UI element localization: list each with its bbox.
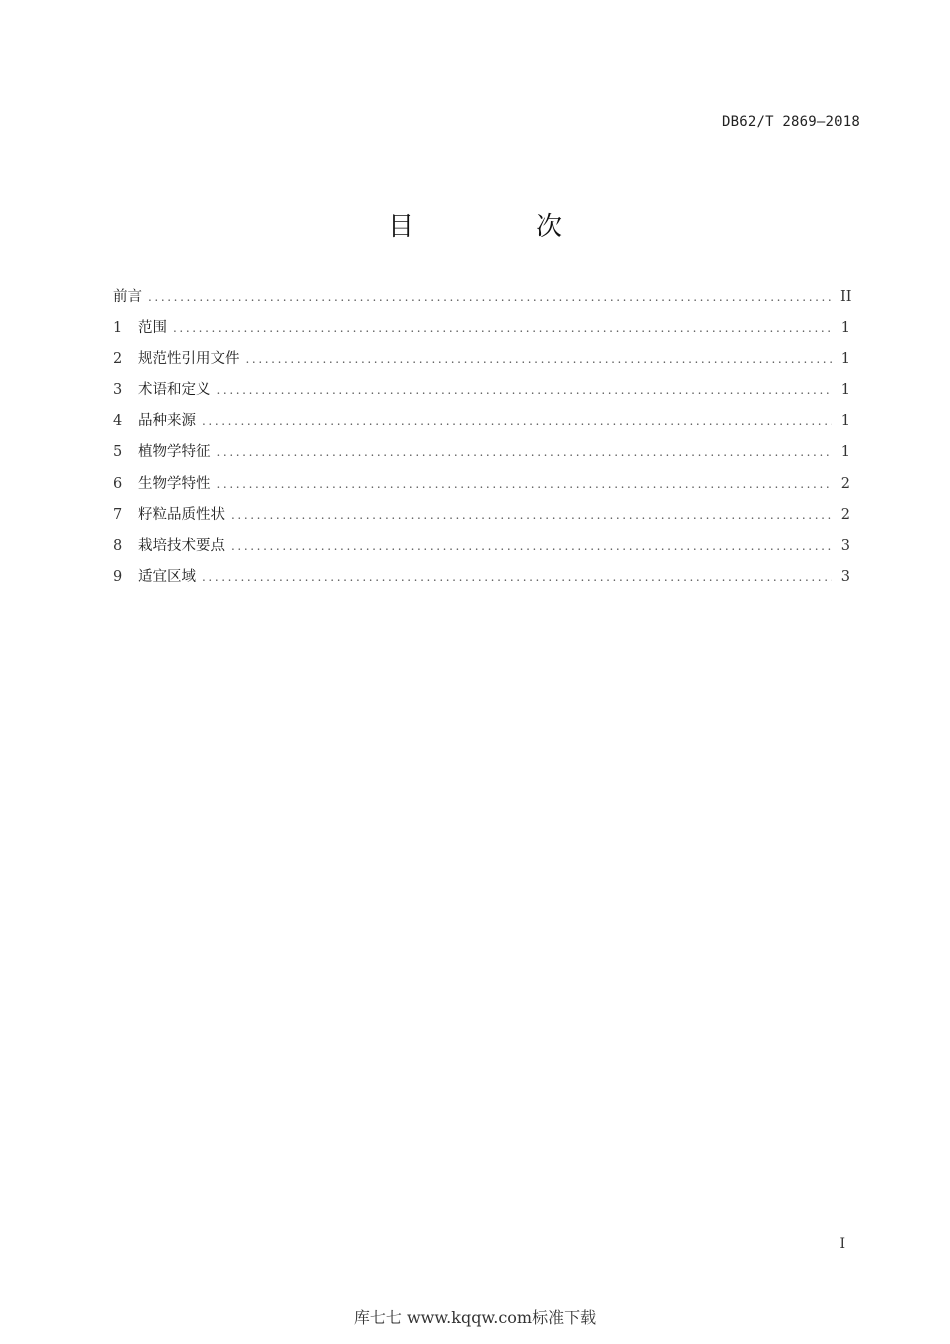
toc-entry-label: 术语和定义 [138,382,211,399]
toc-entry-page: 1 [840,351,850,368]
toc-entry-page: 1 [840,413,850,430]
toc-leader-dots [217,469,833,500]
toc-entry-variety-origin[interactable] [113,406,850,437]
toc-entry-number: 2 [113,351,123,368]
toc-entry-label: 栽培技术要点 [138,537,225,554]
toc-entry-number: 8 [113,537,123,554]
toc-entry-page: 2 [840,506,850,523]
toc-entry-page: 1 [840,382,850,399]
toc-entry-page: II [840,289,852,305]
toc-entry-normative-references[interactable] [113,344,850,375]
toc-leader-dots [231,500,832,531]
toc-entry-biological-properties[interactable] [113,469,850,500]
toc-entry-label: 规范性引用文件 [138,351,240,368]
toc-entry-number: 9 [113,568,123,585]
toc-entry-number: 3 [113,382,123,399]
toc-leader-dots [217,437,833,468]
toc-leader-dots [217,375,833,406]
toc-entry-label: 范围 [138,320,167,337]
toc-entry-grain-quality[interactable] [113,500,850,531]
toc-leader-dots [202,406,832,437]
toc-entry-page: 2 [840,475,850,492]
toc-entry-foreword[interactable] [113,282,850,313]
toc-entry-label: 前言 [113,289,142,305]
toc-entry-number: 5 [113,444,123,461]
toc-entry-page: 3 [840,568,850,585]
toc-entry-label: 籽粒品质性状 [138,506,225,523]
toc-leader-dots [173,313,832,344]
toc-entry-number: 7 [113,506,123,523]
toc-entry-label: 品种来源 [138,413,196,430]
toc-entry-page: 1 [840,320,850,337]
toc-entry-suitable-regions[interactable] [113,562,850,593]
toc-entry-cultivation-techniques[interactable] [113,531,850,562]
toc-entry-number: 4 [113,413,123,430]
toc-leader-dots [231,531,832,562]
toc-entry-scope[interactable] [113,313,850,344]
footer-watermark: 库七七 www.kqqw.com标准下载 [353,1308,597,1327]
toc-entry-page: 3 [840,537,850,554]
toc-title: 目 次 [387,212,610,242]
toc-list [113,282,850,593]
toc-entry-terms-definitions[interactable] [113,375,850,406]
toc-entry-label: 植物学特征 [138,444,211,461]
toc-leader-dots [246,344,833,375]
toc-leader-dots [148,282,832,313]
toc-entry-botanical-characteristics[interactable] [113,437,850,468]
page-number: I [839,1236,845,1252]
toc-entry-label: 生物学特性 [138,475,211,492]
toc-leader-dots [202,562,832,593]
standard-code: DB62/T 2869—2018 [721,114,860,130]
toc-entry-number: 1 [113,320,123,337]
toc-entry-number: 6 [113,475,123,492]
toc-entry-page: 1 [840,444,850,461]
toc-entry-label: 适宜区域 [138,568,196,585]
